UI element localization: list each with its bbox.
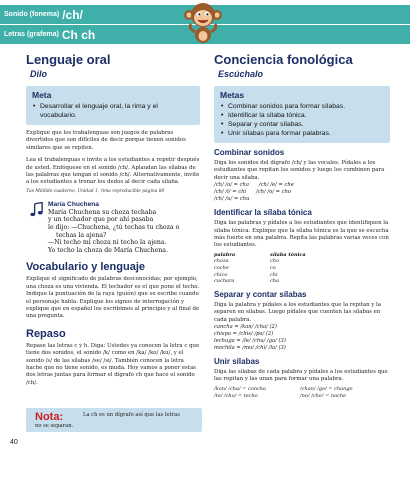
- separar-line: lechuga = /le/ /chu/ /ga/ (3): [214, 338, 286, 345]
- credit-line: Tus Mildido cuaderno, Unidad 1, rima reproducible página 80: [26, 188, 165, 194]
- poem-title: María Chuchena: [48, 200, 99, 208]
- combinar-line: /ch/ /a/ = cha /ch/ /e/ = che: [214, 182, 294, 189]
- poem-line: y un techador que por ahí pasaba: [48, 216, 154, 224]
- section-title-repaso: Repaso: [26, 327, 66, 340]
- table-cell: coche: [214, 265, 229, 272]
- metas-item: • Identificar la sílaba tónica.: [220, 111, 384, 120]
- separar-line: mochila = /mo/ /chi/ /la/ (3): [214, 345, 286, 352]
- paragraph-trabalenguas: Explique que los trabalenguas son juegos de palabras divertidos que son difíciles de decir porque tienen sonidos similares que se repiten.: [26, 130, 186, 151]
- poem-block: [26, 201, 200, 255]
- metas-item: • Separar y contar sílabas.: [220, 120, 384, 129]
- subhead-combinar: Combinar sonidos: [214, 148, 285, 157]
- separar-line: cancha = /kan/ /cha/ (2): [214, 324, 277, 331]
- silaba-tonica-table: [214, 252, 390, 285]
- unir-example: /no/ /che/ = noche: [300, 392, 347, 399]
- header-letters-label: Letras (grafema): [4, 31, 59, 38]
- unir-example: /te/ /cho/ = techo: [214, 392, 258, 399]
- poem-line: techas la ajena?: [56, 231, 107, 239]
- nota-box: [26, 408, 202, 432]
- left-column: [26, 52, 200, 387]
- table-header-palabra: palabra: [214, 251, 236, 258]
- meta-box-title: Meta: [32, 90, 52, 100]
- paragraph-combinar: Diga los sonidos del dígrafo /ch/ y las vocales. Pídales a los estudiantes que repitan los sonidos y luego los combinen para decir una sílaba.: [214, 160, 385, 181]
- subhead-unir: Unir sílabas: [214, 357, 260, 367]
- table-cell: co: [270, 265, 276, 272]
- metas-item: • Unir sílabas para formar palabras.: [220, 129, 384, 138]
- metas-list: [220, 102, 384, 138]
- unir-example: /chan/ /go/ = chango: [300, 385, 353, 392]
- poem-line: —Ni techo mi choza ni techo la ajena.: [48, 239, 167, 247]
- header-letters-row: [4, 25, 95, 44]
- nota-text-continued: no se separan.: [35, 423, 74, 429]
- nota-text: La ch es un dígrafo así que las letras: [83, 412, 180, 418]
- combinar-line: /ch/ /u/ = chu: [214, 196, 250, 203]
- meta-box: [26, 86, 200, 125]
- paragraph-unir: Diga las sílabas de cada palabra y pídales a los estudiantes que las repitan y las unan para formar una palabra.: [214, 369, 388, 383]
- section-title-conciencia: Conciencia fonológica: [214, 52, 353, 67]
- section-title-lenguaje-oral: Lenguaje oral: [26, 52, 111, 67]
- paragraph-identificar: Diga las palabras y pídales a los estudiantes que identifiquen la sílaba tónica. Explique que la sílaba tónica es la que se escucha más fuerte en una palabra. Repita las palabras varias veces con los estudiantes.: [214, 220, 389, 249]
- header-sound-value: /ch/: [62, 7, 83, 22]
- header-sound-label: Sonido (fonema): [4, 11, 60, 18]
- table-header-silaba: sílaba tónica: [270, 251, 306, 258]
- music-note-icon: [29, 202, 44, 217]
- separar-line: chispa = /chis/ /pa/ (2): [214, 331, 274, 338]
- metas-box: [214, 86, 390, 143]
- header-letters-value: Ch ch: [61, 27, 96, 42]
- subhead-identificar: Identificar la sílaba tónica: [214, 208, 312, 218]
- section-subtitle-escuchalo: Escúchalo: [218, 69, 264, 79]
- table-cell: cho: [270, 258, 280, 265]
- paragraph-instructions: Lea el trabalenguas e invite a los estudiantes a repetir después de usted. Enfóquese en el sonido /ch/. Aplaudan las sílabas de las palabras que tengan el sonido /ch/. Alternativamente, invite a los estudiantes a tronar los dedos al decir cada sílaba.: [26, 157, 200, 186]
- section-subtitle-dilo: Dilo: [30, 69, 47, 79]
- table-cell: cha: [270, 278, 280, 285]
- combinar-line: /ch/ /i/ = chi /ch/ /o/ = cho: [214, 189, 292, 196]
- paragraph-repaso: Repase las letras c y h. Diga: Ustedes ya conocen la letra c que tiene dos sonidos, el sonido /k/ como en /ka/ /ko/ /ku/, y el sonido /s/ de las sílabas /se/ /si/. También conocen la letra hache que no tiene sonido, es muda. Hoy vamos a poner estas dos letras juntas para formar el dígrafo ch que hace el sonido /ch/.: [26, 342, 200, 386]
- table-cell: choza: [214, 258, 229, 265]
- meta-item: • Desarrollar el lenguaje oral, la rima y el vocabulario.: [32, 102, 194, 120]
- unir-examples: [214, 386, 390, 400]
- table-cell: chico: [214, 271, 228, 278]
- unir-example: /kon/ /cha/ = concha: [214, 385, 266, 392]
- monkey-icon: [184, 0, 222, 44]
- page-header: [0, 0, 410, 44]
- right-column: [214, 52, 390, 399]
- section-title-vocabulario: Vocabulario y lenguaje: [26, 261, 145, 274]
- separar-examples: [214, 324, 390, 352]
- table-cell: chi: [270, 271, 278, 278]
- paragraph-vocabulario: Explique el significado de palabras desconocidas; por ejemplo, una choza es una vivienda. El techador es el que pone el techo. Indique la puntuación de la raya (guión) que se escribe cuando el personaje habla. Explique los signos de interrogación y explique que en español los escribimos al principio y al final de una pregunta.: [26, 276, 200, 320]
- metas-box-title: Metas: [220, 90, 245, 100]
- poem-line: le dijo: —Chuchena, ¿tú techas tu choza o: [48, 224, 180, 232]
- table-cell: cuchara: [214, 278, 235, 285]
- subhead-separar: Separar y contar sílabas: [214, 289, 307, 299]
- metas-item: • Combinar sonidos para formar sílabas.: [220, 102, 384, 111]
- nota-label: Nota:: [35, 411, 64, 423]
- poem-line: María Chuchena su choza techaba: [48, 208, 157, 216]
- poem-line: Yo techo la choza de María Chuchena.: [48, 246, 168, 254]
- page-number: 40: [10, 439, 18, 446]
- header-sound-row: [4, 5, 83, 24]
- meta-list: [32, 102, 194, 120]
- paragraph-separar: Diga la palabra y pídales a los estudiantes que la repitan y la separen en sílabas. Luego pídales que cuenten las sílabas en cada palabra.: [214, 301, 381, 323]
- combinar-examples: [214, 182, 390, 203]
